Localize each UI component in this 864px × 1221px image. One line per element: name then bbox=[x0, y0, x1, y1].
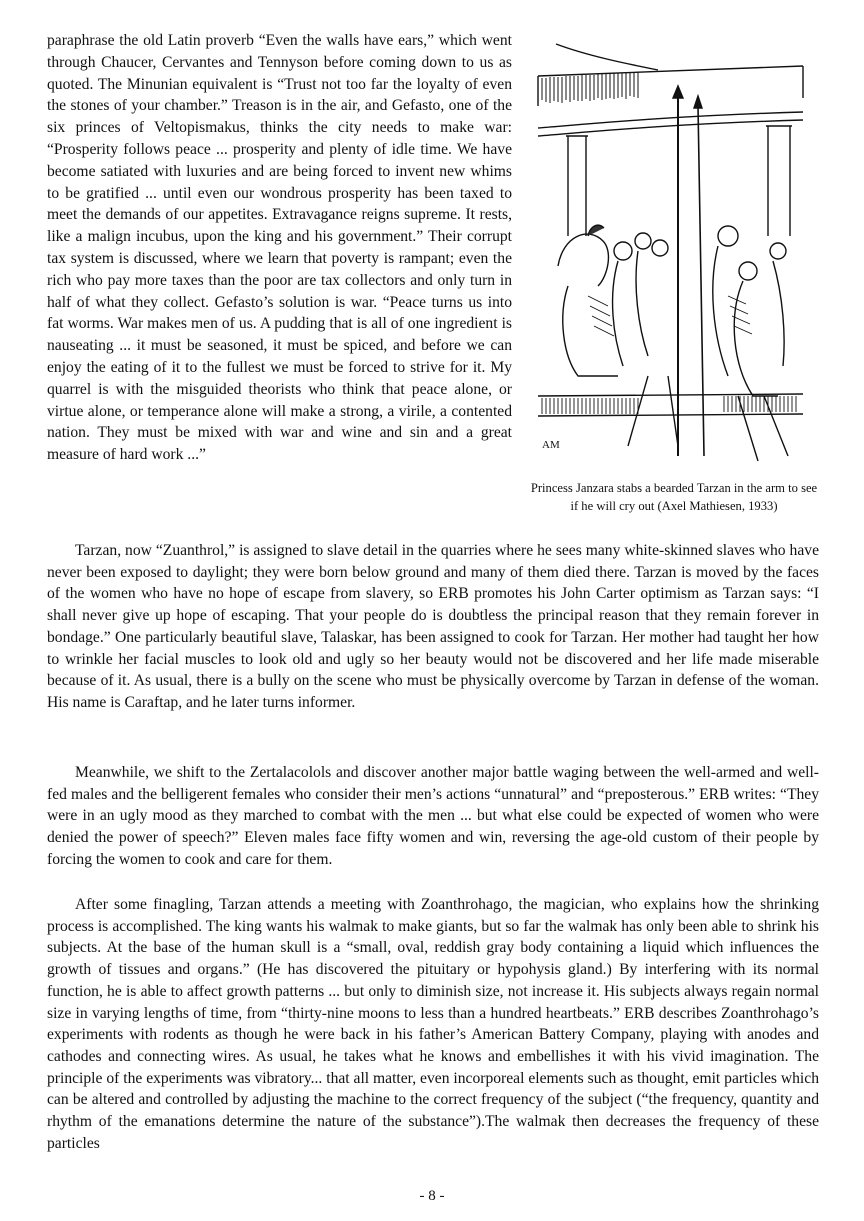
paragraph-tarzan-slave: Tarzan, now “Zuanthrol,” is assigned to slave detail in the quarries where he sees many white-skinned slaves who have never been exposed to daylight; they were born below ground and many of them died there. Tarzan is moved by the faces of the women who have no hope of escape from slavery, so ERB promotes his John Carter optimism as Tarzan says: “I shall never give up hope of escaping. That your people do is doubtless the principal reason that they remain forever in bondage.” One particularly beautiful slave, Talaskar, has been assigned to cook for Tarzan. Her mother had taught her how to wrinkle her facial muscles to look old and ugly so her beauty would not be discovered and her life made miserable because of it. As usual, there is a bully on the scene who must be physically overcome by Tarzan in defense of the woman. His name is Caraftap, and he later turns informer. bbox=[47, 542, 819, 711]
illustrator-signature: AM bbox=[542, 439, 560, 451]
illustration bbox=[528, 36, 820, 466]
figure-caption: Princess Janzara stabs a bearded Tarzan in the arm to see if he will cry out (Axel Mathiesen, 1933) bbox=[530, 481, 818, 513]
left-column-text: paraphrase the old Latin proverb “Even the walls have ears,” which went through Chaucer, Cervantes and Tennyson before coming down to us as quoted. The Minunian equivalent is “Trust not too far the loyalty of even the stones of your chamber.” Treason is in the air, and Gefasto, one of the six princes of Veltopismakus, thinks the city needs to make war: “Prosperity follows peace ... prosperity and plenty of idle time. We have become satiated with luxuries and are being forced to invent new whims to be gratified ... until even our wondrous prosperity has been taxed to meet the demands of our appetites. Extravagance reigns supreme. It rests, like a malign incubus, upon the king and his government.” Their corrupt tax system is discussed, where we learn that poverty is rampant; even the rich who pay more taxes than the poor are tax collectors and only turn in half of what they collect. Gefasto’s solution is war. “Peace turns us into fat worms. War makes men of us. A pudding that is all of one ingredient is nauseating ... it must be seasoned, it must be spiced, and before we can enjoy the eating of it to the fullest we must be forced to strive for it. My quarrel is with the misguided theorists who think that peace alone, or virtue alone, or temperance alone will make a strong, a virile, a contented nation. They must be mixed with war and wine and sin and a great measure of hard work ...” bbox=[47, 32, 512, 464]
paragraph-zertalacolols: Meanwhile, we shift to the Zertalacolols and discover another major battle waging between the well-armed and well-fed males and the belligerent females who consider their men’s actions “unnatural” and “preposterous.” ERB writes: “They were in an ugly mood as they marched to combat with the men ... but what else could be expected of women who were denied the power of speech?” Eleven males face fifty women and win, reversing the age-old custom of their people by forcing the women to cook and care for them. bbox=[47, 764, 819, 868]
paragraph-zoanthrohago: After some finagling, Tarzan attends a meeting with Zoanthrohago, the magician, who explains how the shrinking process is accomplished. The king wants his walmak to make giants, but so far the walmak has only been able to shrink his subjects. At the base of the human skull is a “small, oval, reddish gray body containing a liquid which influences the growth of tissues and organs.” (He has discovered the pituitary or hypohysis gland.) By interfering with its normal function, he is able to affect growth patterns ... but only to diminish size, not increase it. His subjects always regain normal size in varying lengths of time, from “thirty-nine moons to less than a hundred heartbeats.” ERB describes Zoanthrohago’s experiments with rodents as though he were back in his father’s American Battery Company, playing with anodes and cathodes and connecting wires. As usual, he takes what he knows and embellishes it with his vivid imagination. The principle of the experiments was vibratory... that all matter, even incorporeal elements such as thought, emit particles which can be altered and controlled by adjusting the machine to the correct frequency of the subject (“the frequency, quantity and rhythm of the emanations determine the nature of the substance”).The walmak then decreases the frequency of these particles bbox=[47, 896, 819, 1152]
page-number: - 8 - bbox=[419, 1188, 445, 1204]
illustration-drawing bbox=[528, 36, 820, 466]
